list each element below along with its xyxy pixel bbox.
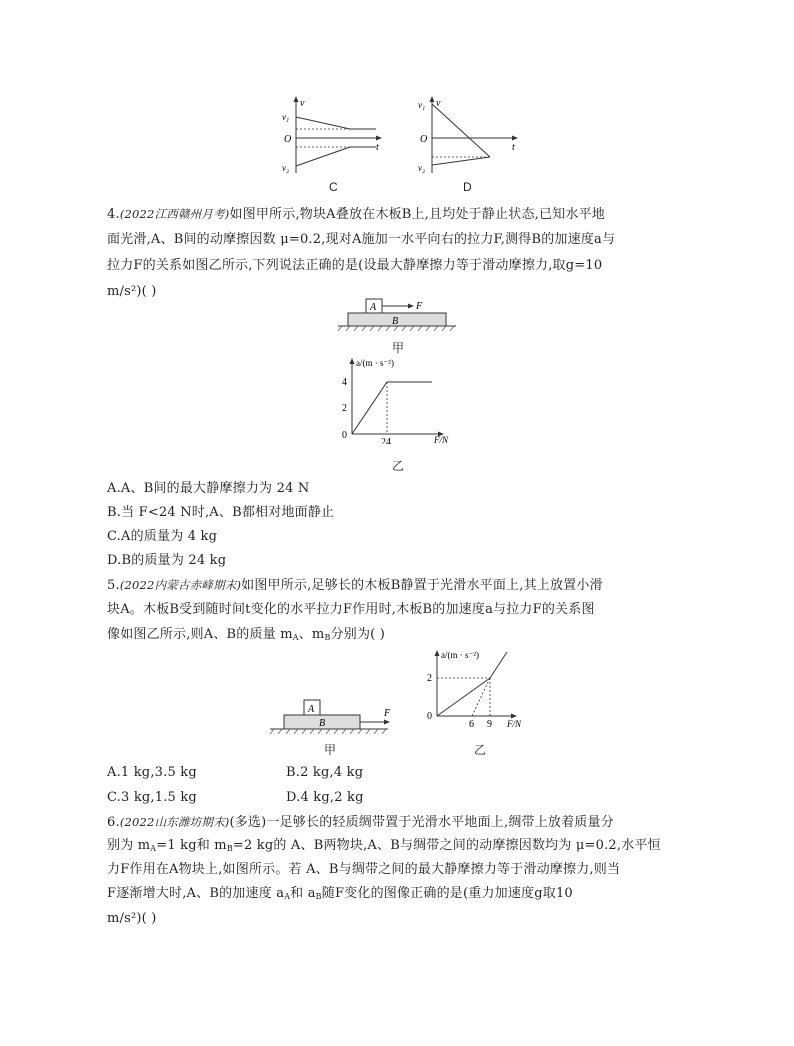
q6-sub-2a: A — [150, 844, 157, 853]
q5-block-b-label: B — [319, 718, 326, 729]
q5-block-a-label: A — [308, 704, 315, 715]
q5-line-1 — [107, 577, 603, 594]
q5-origin: 0 — [427, 711, 432, 722]
q6-sub-4a: A — [284, 892, 291, 901]
q5-xlabel: F/N — [507, 719, 522, 729]
q4-a-f-graph — [336, 352, 466, 444]
q4-force-label: F — [416, 301, 423, 312]
q4-block-a-label: A — [370, 302, 377, 313]
q6-line-3: 力F作用在A物块上,如图所示。若 A、B与绸带之间的最大静摩擦力等于滑动摩擦力,则当 — [107, 862, 621, 877]
figure-c-caption: C — [329, 180, 338, 194]
q5-option-c[interactable]: C.3 kg,1.5 kg — [107, 790, 197, 805]
d-v-label: v — [436, 98, 441, 109]
figure-c-graph — [276, 95, 386, 175]
q5-sub-b: B — [324, 633, 331, 642]
q6-sub-4b: B — [315, 892, 322, 901]
q5-text-3c: 分别为( ) — [330, 627, 386, 642]
q5-number: 5. — [107, 578, 120, 593]
q6-text-2b: =1 kg和 m — [156, 838, 227, 853]
q4-block-b-label: B — [392, 316, 399, 327]
q5-line-3 — [107, 627, 385, 646]
q4-origin: 0 — [342, 430, 347, 441]
q5-curve-first — [437, 678, 490, 716]
q4-option-d[interactable]: D.B的质量为 24 kg — [107, 553, 227, 568]
c-t-label: t — [376, 142, 379, 153]
q4-caption-yi: 乙 — [392, 459, 405, 473]
q6-line-2 — [107, 838, 661, 857]
q5-source: (2022内蒙古赤峰期末) — [119, 578, 242, 592]
q5-text-1: 如图甲所示,足够长的木板B静置于光滑水平面上,其上放置小滑 — [241, 578, 603, 593]
q4-block-diagram — [334, 296, 464, 338]
q5-option-b[interactable]: B.2 kg,4 kg — [286, 765, 364, 780]
q6-number: 6. — [107, 815, 120, 830]
q4-line-4: m/s²)( ) — [107, 284, 157, 299]
q5-option-a[interactable]: A.1 kg,3.5 kg — [107, 765, 197, 780]
q4-ylabel: a/(m · s⁻²) — [356, 358, 394, 368]
q6-text-4b: 和 a — [290, 886, 316, 901]
q6-text-1: (多选)一足够长的轻质绸带置于光滑水平地面上,绸带上放着质量分 — [229, 815, 614, 830]
q4-option-c[interactable]: C.A的质量为 4 kg — [107, 529, 218, 544]
q4-ytick-4: 4 — [342, 377, 347, 388]
q4-line-3: 拉力F的关系如图乙所示,下列说法正确的是(设最大静摩擦力等于滑动摩擦力,取g=10 — [107, 258, 603, 273]
q4-xtick-24: 24 — [381, 437, 391, 444]
q5-block-diagram — [268, 694, 408, 740]
d-v1-label: v₁ — [418, 100, 426, 110]
q6-line-1 — [107, 814, 614, 831]
q5-curve-steep — [490, 652, 507, 678]
q5-caption-jia: 甲 — [324, 743, 337, 757]
q5-xtick-6: 6 — [469, 719, 474, 730]
q6-text-2a: 别为 m — [107, 838, 151, 853]
q4-line-2: 面光滑,A、B间的动摩擦因数 μ=0.2,现对A施加一水平向右的拉力F,测得B的加速度a与 — [107, 232, 616, 247]
q4-option-b[interactable]: B.当 F<24 N时,A、B都相对地面静止 — [107, 505, 335, 520]
q5-option-d[interactable]: D.4 kg,2 kg — [286, 790, 364, 805]
q5-dashed-extension — [472, 678, 490, 716]
figure-d-graph — [412, 95, 522, 175]
q4-option-a[interactable]: A.A、B间的最大静摩擦力为 24 N — [107, 481, 310, 496]
q4-text-1: 如图甲所示,物块A叠放在木板B上,且均处于静止状态,已知水平地 — [229, 207, 605, 222]
c-v2-label: v₂ — [282, 163, 290, 173]
d-origin-label: O — [420, 134, 428, 145]
q5-ytick-2: 2 — [427, 673, 432, 684]
q6-source: (2022山东潍坊期末) — [119, 815, 230, 829]
c-origin-label: O — [284, 134, 292, 145]
q4-ytick-2: 2 — [342, 403, 347, 414]
q6-text-4a: F逐渐增大时,A、B的加速度 a — [107, 886, 285, 901]
q4-number: 4. — [107, 207, 120, 222]
figure-d-caption: D — [463, 180, 472, 194]
c-v1-label: v₁ — [282, 112, 290, 122]
q5-caption-yi: 乙 — [474, 743, 487, 757]
d-t-label: t — [512, 142, 515, 153]
q5-text-3a: 像如图乙所示,则A、B的质量 m — [107, 627, 293, 642]
q6-text-4c: 随F变化的图像正确的是(重力加速度g取10 — [321, 886, 573, 901]
q5-line-2: 块A。木板B受到随时间t变化的水平拉力F作用时,木板B的加速度a与拉力F的关系图 — [107, 602, 595, 617]
q5-ylabel: a/(m · s⁻²) — [441, 650, 479, 660]
q4-line-1 — [107, 206, 605, 223]
q5-sub-a: A — [292, 633, 299, 642]
q6-text-2c: =2 kg的 A、B两物块,A、B与绸带之间的动摩擦因数均为 μ=0.2,水平恒 — [232, 838, 661, 853]
q6-line-5: m/s²)( ) — [107, 911, 157, 926]
q5-text-3b: 、m — [298, 627, 325, 642]
q5-force-label: F — [384, 708, 391, 719]
q6-sub-2b: B — [226, 844, 233, 853]
q4-xlabel: F/N — [434, 435, 449, 444]
q5-a-f-graph — [421, 644, 541, 730]
q4-source: (2022江西赣州月考) — [119, 207, 230, 221]
q6-line-4 — [107, 886, 573, 905]
d-v2-label: v₂ — [418, 163, 426, 173]
q4-caption-jia: 甲 — [392, 341, 405, 355]
c-v-label: v — [300, 98, 305, 109]
q4-curve-rising — [352, 382, 387, 434]
q5-xtick-9: 9 — [487, 719, 492, 730]
